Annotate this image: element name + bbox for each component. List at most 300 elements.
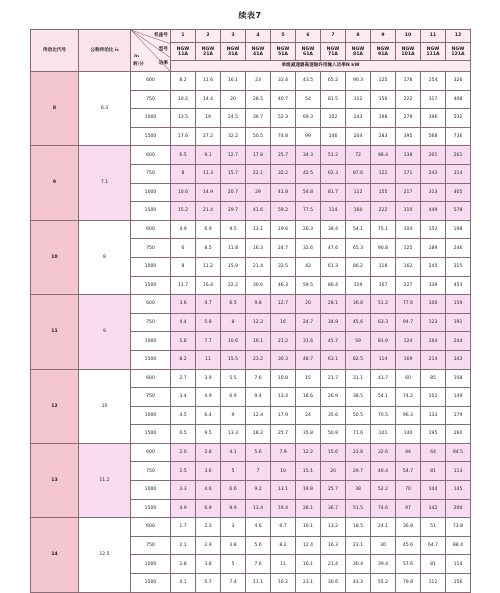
power-value-cell: 6.7 (271, 518, 296, 537)
power-value-cell: 12.2 (296, 443, 321, 462)
power-value-cell: 217 (396, 183, 421, 202)
power-value-cell: 244 (446, 332, 471, 351)
power-value-cell: 97 (396, 499, 421, 518)
power-value-cell: 24.7 (296, 313, 321, 332)
power-value-cell: 63.3 (371, 313, 396, 332)
power-value-cell: 42.5 (296, 164, 321, 183)
input-speed-cell: 750 (131, 239, 171, 258)
power-value-cell: 133 (421, 406, 446, 425)
label-size: 机座号 (154, 33, 168, 38)
power-value-cell: 18.6 (296, 388, 321, 407)
power-value-cell: 4.6 (246, 518, 271, 537)
power-value-cell: 4.9 (196, 388, 221, 407)
power-value-cell: 4.9 (171, 499, 196, 518)
power-value-cell: 1.7 (171, 518, 196, 537)
input-speed-cell: 1000 (131, 183, 171, 202)
power-value-cell: 313 (421, 183, 446, 202)
power-value-cell: 21.4 (246, 257, 271, 276)
power-value-cell: 45.6 (396, 536, 421, 555)
power-value-cell: 32.5 (271, 257, 296, 276)
power-value-cell: 162 (396, 257, 421, 276)
power-value-cell: 61.3 (321, 257, 346, 276)
power-value-cell: 51 (421, 518, 446, 537)
power-value-cell: 34.9 (321, 313, 346, 332)
power-value-cell: 6.9 (196, 220, 221, 239)
power-value-cell: 12.2 (246, 313, 271, 332)
power-value-cell: 15.2 (171, 202, 196, 221)
power-value-cell: 13.1 (271, 481, 296, 500)
power-value-cell: 13.4 (271, 388, 296, 407)
power-value-cell: 15.6 (321, 443, 346, 462)
power-value-cell: 10.2 (171, 90, 196, 109)
power-value-cell: 243 (421, 164, 446, 183)
power-value-cell: 16.4 (196, 276, 221, 295)
power-value-cell: 51.2 (321, 146, 346, 165)
power-value-cell: 118 (371, 257, 396, 276)
power-value-cell: 50.5 (246, 127, 271, 146)
input-speed-cell: 600 (131, 72, 171, 91)
power-value-cell: 9.8 (246, 295, 271, 314)
ratio-code-cell: 13 (31, 443, 79, 517)
size-header-1: 1 (171, 30, 196, 43)
power-value-cell: 74.8 (271, 127, 296, 146)
power-value-cell: 104 (396, 220, 421, 239)
power-value-cell: 13.4 (246, 499, 271, 518)
power-value-cell: 41.8 (271, 183, 296, 202)
power-value-cell: 201 (421, 146, 446, 165)
power-value-cell: 178 (396, 72, 421, 91)
power-value-cell: 16.3 (246, 239, 271, 258)
power-value-cell: 30.3 (271, 350, 296, 369)
ratio-code-cell: 12 (31, 369, 79, 443)
power-value-cell: 11 (271, 555, 296, 574)
power-value-cell: 74.2 (396, 388, 421, 407)
power-value-cell: 7.9 (271, 443, 296, 462)
power-value-cell: 125 (396, 239, 421, 258)
ratio-code-cell: 10 (31, 220, 79, 294)
power-value-cell: 7 (246, 462, 271, 481)
power-value-cell: 9.4 (246, 388, 271, 407)
power-value-cell: 48.7 (296, 350, 321, 369)
nominal-ratio-cell: 11.2 (79, 443, 131, 517)
power-value-cell: 12.4 (296, 536, 321, 555)
power-value-cell: 19 (196, 109, 221, 128)
size-header-8: 8 (346, 30, 371, 43)
power-value-cell: 27.2 (196, 127, 221, 146)
power-value-cell: 15 (296, 369, 321, 388)
power-value-cell: 38.4 (321, 220, 346, 239)
input-speed-cell: 1500 (131, 350, 171, 369)
power-value-cell: 8 (171, 164, 196, 183)
power-value-cell: 191 (446, 313, 471, 332)
power-value-cell: 114 (446, 555, 471, 574)
power-value-cell: 4.1 (221, 443, 246, 462)
power-value-cell: 16.2 (271, 574, 296, 593)
power-value-cell: 77.5 (296, 202, 321, 221)
power-value-cell: 31.6 (296, 332, 321, 351)
power-value-cell: 21.7 (321, 369, 346, 388)
power-value-cell: 16.1 (246, 332, 271, 351)
power-value-cell: 65.2 (321, 72, 346, 91)
power-value-cell: 64.7 (421, 536, 446, 555)
power-value-cell: 32.6 (371, 443, 396, 462)
power-value-cell: 396 (421, 109, 446, 128)
power-value-cell: 65.3 (346, 239, 371, 258)
label-n1: n₁ (134, 54, 140, 59)
power-value-cell: 2.0 (171, 443, 196, 462)
power-value-cell: 11.2 (196, 257, 221, 276)
size-header-4: 4 (246, 30, 271, 43)
power-value-cell: 6.6 (221, 481, 246, 500)
power-value-cell: 9 (221, 406, 246, 425)
power-value-cell: 19.4 (271, 499, 296, 518)
ratio-code-cell: 14 (31, 518, 79, 592)
power-value-cell: 43.7 (371, 369, 396, 388)
power-value-cell: 16.1 (296, 555, 321, 574)
power-value-cell: 94.7 (396, 313, 421, 332)
power-value-cell: 94.5 (446, 443, 471, 462)
ratio-code-cell: 11 (31, 295, 79, 369)
ratio-code-cell: 9 (31, 146, 79, 220)
input-speed-cell: 600 (131, 443, 171, 462)
power-value-cell: 45.7 (321, 332, 346, 351)
power-value-cell: 22.2 (221, 276, 246, 295)
power-value-cell: 26.3 (296, 220, 321, 239)
power-value-cell: 40.7 (271, 90, 296, 109)
power-value-cell: 13.5 (171, 109, 196, 128)
power-value-cell: 42 (296, 257, 321, 276)
power-value-cell: 11.7 (171, 276, 196, 295)
power-value-cell: 152 (421, 220, 446, 239)
model-header-5: NGW 51A (271, 43, 296, 61)
power-value-cell: 4.7 (196, 295, 221, 314)
power-value-cell: 39.4 (371, 555, 396, 574)
power-value-cell: 24.5 (221, 109, 246, 128)
power-value-cell: 11.8 (221, 239, 246, 258)
power-value-cell: 3.8 (221, 536, 246, 555)
power-value-cell: 29.7 (346, 462, 371, 481)
model-header-9: NGW 91A (371, 43, 396, 61)
power-value-cell: 6.5 (221, 295, 246, 314)
nominal-ratio-cell: 9 (79, 295, 131, 369)
nominal-ratio-cell: 6.3 (79, 72, 131, 146)
power-value-cell: 41.6 (246, 202, 271, 221)
model-header-7: NGW 71A (321, 43, 346, 61)
power-value-cell: 16.3 (321, 536, 346, 555)
input-speed-cell: 750 (131, 462, 171, 481)
power-value-cell: 4.5 (171, 406, 196, 425)
power-value-cell: 160 (346, 202, 371, 221)
label-power: 功率 (158, 61, 168, 66)
nominal-ratio-cell: 8 (79, 220, 131, 294)
power-value-cell: 113 (446, 462, 471, 481)
model-header-2: NGW 21A (196, 43, 221, 61)
power-value-cell: 70.5 (371, 406, 396, 425)
power-value-cell: 64 (421, 443, 446, 462)
input-speed-cell: 750 (131, 90, 171, 109)
input-speed-cell: 600 (131, 518, 171, 537)
power-value-cell: 54 (296, 90, 321, 109)
power-value-cell: 38 (346, 481, 371, 500)
power-value-cell: 6.4 (196, 406, 221, 425)
power-value-cell: 86.4 (321, 276, 346, 295)
power-value-cell: 156 (371, 90, 396, 109)
power-value-cell: 6.5 (171, 146, 196, 165)
power-value-cell: 81 (421, 555, 446, 574)
power-value-cell: 22.1 (246, 164, 271, 183)
power-value-cell: 16.1 (221, 72, 246, 91)
table-row (31, 518, 471, 537)
model-header-4: NGW 41A (246, 43, 271, 61)
power-value-cell: 149 (446, 388, 471, 407)
power-value-cell: 28.1 (296, 499, 321, 518)
power-value-cell: 11 (196, 350, 221, 369)
power-value-cell: 13.3 (221, 425, 246, 444)
power-value-cell: 222 (396, 90, 421, 109)
size-header-7: 7 (321, 30, 346, 43)
power-value-cell: 123 (421, 313, 446, 332)
power-value-cell: 43.3 (346, 574, 371, 593)
power-value-cell: 10.1 (296, 518, 321, 537)
power-value-cell: 98.4 (371, 146, 396, 165)
power-value-cell: 99 (296, 127, 321, 146)
power-value-cell: 8.5 (196, 239, 221, 258)
nominal-ratio-cell: 10 (79, 369, 131, 443)
power-value-cell: 13.2 (321, 518, 346, 537)
power-value-cell: 339 (421, 276, 446, 295)
model-header-3: NGW 31A (221, 43, 246, 61)
power-value-cell: 5.6 (246, 536, 271, 555)
power-value-cell: 13.1 (246, 220, 271, 239)
power-value-cell: 54.1 (346, 220, 371, 239)
table-row (31, 220, 471, 239)
power-value-cell: 254 (421, 72, 446, 91)
power-value-cell: 195 (421, 425, 446, 444)
power-value-cell: 24.1 (371, 518, 396, 537)
power-value-cell: 2.8 (196, 443, 221, 462)
power-value-cell: 159 (446, 295, 471, 314)
power-value-cell: 44 (396, 443, 421, 462)
power-value-cell: 164 (421, 332, 446, 351)
input-speed-cell: 750 (131, 313, 171, 332)
power-value-cell: 52.3 (271, 109, 296, 128)
power-value-cell: 10.6 (171, 183, 196, 202)
power-value-cell: 40.4 (371, 462, 396, 481)
power-value-cell: 24.7 (271, 239, 296, 258)
power-value-cell: 17.9 (271, 406, 296, 425)
power-value-cell: 204 (346, 127, 371, 146)
power-value-cell: 54.8 (296, 183, 321, 202)
power-value-cell: 30.6 (246, 276, 271, 295)
power-value-cell: 32.2 (271, 164, 296, 183)
power-value-cell: 9.5 (221, 220, 246, 239)
power-value-cell: 5.5 (221, 369, 246, 388)
power-value-cell: 5.6 (246, 443, 271, 462)
header-nominal-ratio: 公称传动比 i₀ (79, 30, 131, 72)
power-value-cell: 90.8 (371, 239, 396, 258)
power-value-cell: 310 (396, 202, 421, 221)
power-value-cell: 15.1 (296, 462, 321, 481)
power-value-cell: 102 (421, 388, 446, 407)
power-value-cell: 45.6 (346, 313, 371, 332)
power-value-cell: 36.7 (321, 499, 346, 518)
power-value-cell: 145 (446, 481, 471, 500)
power-value-cell: 19.6 (271, 220, 296, 239)
power-value-cell: 156 (446, 574, 471, 593)
power-value-cell: 314 (446, 164, 471, 183)
power-value-cell: 26.9 (321, 388, 346, 407)
power-value-cell: 3.6 (196, 462, 221, 481)
power-value-cell: 405 (446, 183, 471, 202)
power-value-cell: 96.3 (396, 406, 421, 425)
power-value-cell: 453 (446, 276, 471, 295)
power-value-cell: 11.3 (196, 164, 221, 183)
power-value-cell: 63.1 (321, 350, 346, 369)
power-value-cell: 69.3 (296, 109, 321, 128)
power-value-cell: 279 (396, 109, 421, 128)
table-row (31, 295, 471, 314)
power-value-cell: 62.3 (321, 164, 346, 183)
power-value-cell: 17.8 (246, 146, 271, 165)
power-value-cell: 198 (446, 220, 471, 239)
input-speed-cell: 1000 (131, 555, 171, 574)
power-value-cell: 11.6 (196, 72, 221, 91)
power-value-cell: 142 (421, 499, 446, 518)
power-value-cell: 4.4 (171, 313, 196, 332)
power-value-cell: 4.1 (171, 574, 196, 593)
power-value-cell: 2.9 (196, 536, 221, 555)
power-value-cell: 86.2 (346, 257, 371, 276)
power-value-cell: 38.5 (346, 388, 371, 407)
power-value-cell: 32.4 (271, 72, 296, 91)
power-rating-table (30, 29, 471, 593)
power-value-cell: 9.2 (246, 481, 271, 500)
table-row (31, 146, 471, 165)
power-value-cell: 326 (446, 72, 471, 91)
power-value-cell: 11.1 (246, 574, 271, 593)
power-value-cell: 114 (371, 350, 396, 369)
power-value-cell: 29.7 (221, 202, 246, 221)
power-value-cell: 5 (221, 555, 246, 574)
input-speed-cell: 1500 (131, 276, 171, 295)
input-speed-cell: 1500 (131, 127, 171, 146)
power-value-cell: 25.7 (321, 481, 346, 500)
power-value-cell: 8.2 (171, 350, 196, 369)
power-value-cell: 2.8 (171, 555, 196, 574)
power-value-cell: 19.8 (296, 481, 321, 500)
table-row (31, 443, 471, 462)
power-value-cell: 8 (221, 313, 246, 332)
power-value-cell: 81.9 (371, 332, 396, 351)
power-value-cell: 246 (446, 239, 471, 258)
power-value-cell: 30.4 (346, 555, 371, 574)
power-value-cell: 50.9 (321, 425, 346, 444)
input-speed-cell: 1500 (131, 425, 171, 444)
header-row-size (31, 30, 471, 43)
power-value-cell: 4.6 (196, 481, 221, 500)
power-value-cell: 18.5 (346, 518, 371, 537)
power-value-cell: 315 (446, 257, 471, 276)
header-ratio-code: 传动比代号 (31, 30, 79, 72)
power-value-cell: 77.6 (396, 295, 421, 314)
power-value-cell: 36.8 (346, 295, 371, 314)
power-value-cell: 55.2 (371, 574, 396, 593)
power-value-cell: 81.5 (321, 90, 346, 109)
power-value-cell: 25.7 (271, 146, 296, 165)
power-value-cell: 167 (371, 276, 396, 295)
input-speed-cell: 1000 (131, 406, 171, 425)
power-value-cell: 12.4 (246, 406, 271, 425)
power-value-cell: 8.2 (171, 72, 196, 91)
power-value-cell: 171 (396, 164, 421, 183)
power-value-cell: 81.7 (321, 183, 346, 202)
table-row (31, 72, 471, 91)
power-value-cell: 169 (396, 350, 421, 369)
power-value-cell: 47.6 (321, 239, 346, 258)
power-value-cell: 6.9 (196, 499, 221, 518)
power-value-cell: 102 (321, 109, 346, 128)
power-value-cell: 2.5 (171, 462, 196, 481)
power-value-cell: 50.5 (346, 406, 371, 425)
power-value-cell: 25.7 (271, 425, 296, 444)
power-value-cell: 3.9 (196, 369, 221, 388)
model-header-1: NGW 11A (171, 43, 196, 61)
power-value-cell: 9.5 (196, 425, 221, 444)
power-value-cell: 85 (421, 369, 446, 388)
model-header-6: NGW 61A (296, 43, 321, 61)
power-value-cell: 29 (246, 183, 271, 202)
power-value-cell: 30.6 (321, 574, 346, 593)
power-value-cell: 5.7 (196, 574, 221, 593)
power-value-cell: 112 (421, 574, 446, 593)
power-value-cell: 20.7 (221, 183, 246, 202)
power-value-cell: 261 (446, 146, 471, 165)
power-value-cell: 15.5 (221, 350, 246, 369)
power-value-cell: 43.5 (296, 72, 321, 91)
power-value-cell: 7.6 (246, 369, 271, 388)
power-value-cell: 2.7 (171, 369, 196, 388)
size-header-6: 6 (296, 30, 321, 43)
power-value-cell: 9.9 (221, 499, 246, 518)
table-row (31, 369, 471, 388)
power-value-cell: 51.5 (346, 499, 371, 518)
power-value-cell: 17.6 (171, 127, 196, 146)
size-header-11: 11 (421, 30, 446, 43)
power-value-cell: 198 (371, 109, 396, 128)
power-value-cell: 23.2 (246, 350, 271, 369)
power-value-cell: 12.7 (271, 295, 296, 314)
label-model: 型号 (158, 47, 168, 52)
power-value-cell: 227 (396, 276, 421, 295)
power-value-cell: 23 (246, 72, 271, 91)
power-value-cell: 449 (421, 202, 446, 221)
input-speed-cell: 600 (131, 220, 171, 239)
power-value-cell: 21.2 (271, 332, 296, 351)
power-value-cell: 179 (446, 406, 471, 425)
power-value-cell: 2.1 (171, 536, 196, 555)
power-value-cell: 59.2 (271, 202, 296, 221)
power-value-cell: 54.7 (396, 462, 421, 481)
power-value-cell: 100 (421, 295, 446, 314)
power-value-cell: 20 (221, 90, 246, 109)
input-speed-cell: 600 (131, 369, 171, 388)
power-value-cell: 81 (421, 462, 446, 481)
input-speed-cell: 1000 (131, 257, 171, 276)
power-value-cell: 6.9 (221, 388, 246, 407)
power-value-cell: 245 (421, 257, 446, 276)
power-value-cell: 3.8 (196, 555, 221, 574)
power-value-cell: 112 (346, 90, 371, 109)
